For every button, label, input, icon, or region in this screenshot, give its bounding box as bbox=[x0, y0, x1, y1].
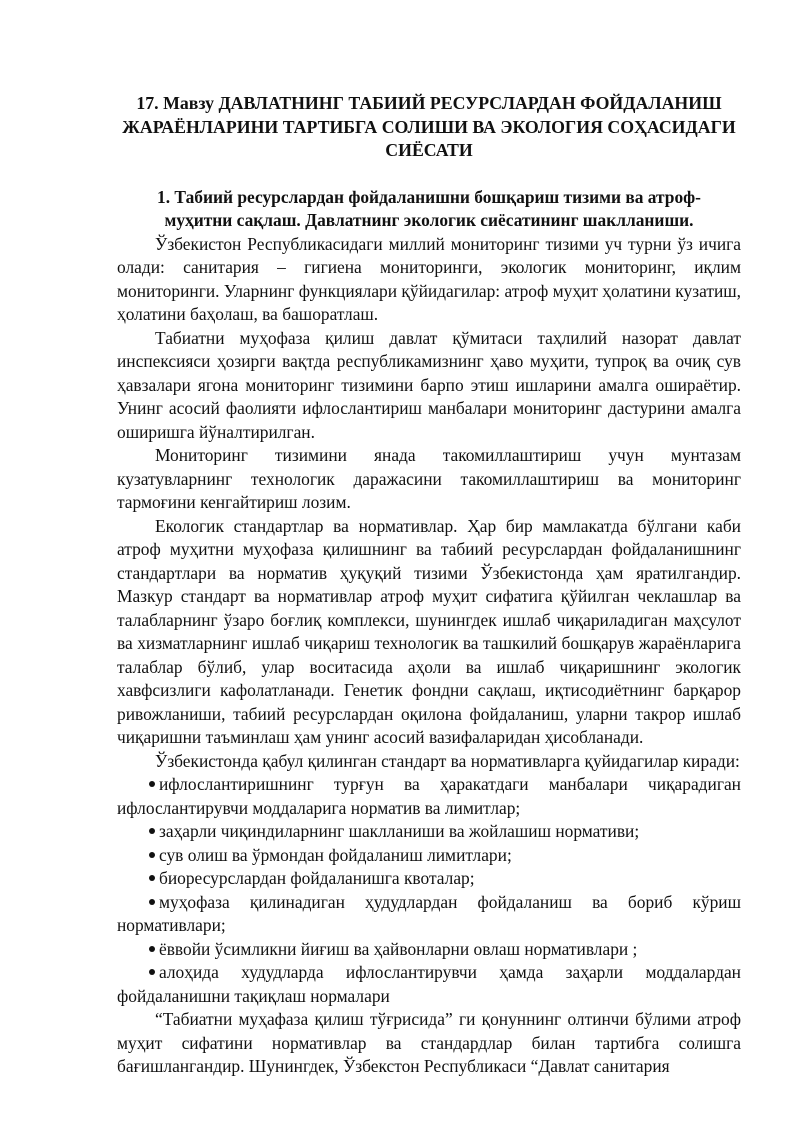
bullet-item bbox=[117, 961, 741, 1008]
bullet-icon bbox=[149, 852, 155, 858]
bullet-icon bbox=[149, 969, 155, 975]
paragraph: Ўзбекистонда қабул қилинган стандарт ва нормативларга қуйидагилар киради: bbox=[155, 750, 740, 771]
document-page bbox=[117, 92, 741, 1079]
bullet-text: ифлослантиришнинг турғун ва ҳаракатдаги манбалари чиқарадиган ифлослантирувчи моддаларига норматив ва лимитлар; bbox=[117, 774, 741, 818]
bullet-item bbox=[117, 773, 741, 820]
bullet-item bbox=[117, 938, 741, 962]
bullet-icon bbox=[149, 899, 155, 905]
document-title: 17. Мавзу ДАВЛАТНИНГ ТАБИИЙ РЕСУРСЛАРДАН ФОЙДАЛАНИШ ЖАРАЁНЛАРИНИ ТАРТИБГА СОЛИШИ ВА ЭКОЛОГИЯ СОҲАСИДАГИ СИЁСАТИ bbox=[122, 93, 736, 160]
bullet-list bbox=[117, 773, 741, 1008]
bullet-item bbox=[117, 844, 741, 868]
bullet-text: ёввойи ўсимликни йиғиш ва ҳайвонларни овлаш нормативлари ; bbox=[159, 938, 638, 959]
bullet-text: муҳофаза қилинадиган ҳудудлардан фойдаланиш ва бориб кўриш нормативлари; bbox=[117, 891, 741, 935]
bullet-item bbox=[117, 891, 741, 938]
bullet-icon bbox=[149, 781, 155, 787]
bullet-item bbox=[117, 820, 741, 844]
bullet-icon bbox=[149, 946, 155, 952]
paragraph: Ўзбекистон Республикасидаги миллий мониторинг тизими уч турни ўз ичига олади: санитария – гигиена мониторинги, экологик мониторинг, иқлим мониторинги. Уларнинг функциялари қўйидагилар: атроф муҳит ҳолатини кузатиш, ҳолатини баҳолаш, ва башоратлаш. bbox=[117, 233, 741, 324]
bullet-text: заҳарли чиқиндиларнинг шаклланиши ва жойлашиш нормативи; bbox=[159, 821, 640, 841]
bullet-icon bbox=[149, 875, 155, 881]
bullet-text: алоҳида худудларда ифлослантирувчи ҳамда заҳарли моддалардан фойдаланишни тақиқлаш нормалари bbox=[117, 962, 741, 1006]
bullet-text: сув олиш ва ўрмондан фойдаланиш лимитлари; bbox=[159, 844, 512, 865]
paragraph: Табиатни муҳофаза қилиш давлат қўмитаси таҳлилий назорат давлат инспексияси ҳозирги вақтда республикамизнинг ҳаво муҳити, тупроқ ва очиқ сув ҳавзалари ягона мониторинг тизимини барпо этиш ишларини амалга ошираётир. Унинг асосий фаолияти ифлослантириш манбалари мониторинг дастурини амалга оширишга йўналтирилган. bbox=[117, 327, 741, 442]
paragraph: Екологик стандартлар ва нормативлар. Ҳар бир мамлакатда бўлгани каби атроф муҳитни муҳофаза қилишнинг ва табиий ресурслардан фойдаланишнинг стандартлари ва норматив ҳуқуқий тизими Ўзбекистонда ҳам яратилгандир. Мазкур стандарт ва нормативлар атроф муҳит сифатига қўйилган чеклашлар ва талабларнинг ўзаро боғлиқ комплекси, шунингдек ишлаб чиқариладиган маҳсулот ва хизматларнинг ишлаб чиқариш технологик ва ташкилий бошқарув жараёнларига талаблар бўлиб, улар воситасида аҳоли ва ишлаб чиқаришнинг экологик хавфсизлиги кафолатланади. Генетик фондни сақлаш, иқтисодиётнинг барқарор ривожланиши, табиий ресурслардан оқилона фойдаланиш, уларни такрор ишлаб чиқаришни таъминлаш ҳам унинг асосий вазифаларидан ҳисобланади. bbox=[117, 515, 741, 747]
bullet-text: биоресурслардан фойдаланишга квоталар; bbox=[159, 868, 475, 888]
bullet-item bbox=[117, 867, 741, 891]
closing-paragraph: “Табиатни муҳафаза қилиш тўғрисида” ги қонуннинг олтинчи бўлими атроф муҳит сифатини нормативлар ва стандардлар билан тартибга солишга бағишлангандир. Шунингдек, Ўзбекстон Республикаси “Давлат санитария bbox=[117, 1009, 741, 1076]
section-heading: 1. Табиий ресурслардан фойдаланишни бошқариш тизими ва атроф-муҳитни сақлаш. Давлатнинг экологик сиёсатининг шаклланиши. bbox=[157, 186, 701, 230]
bullet-icon bbox=[149, 828, 155, 834]
paragraph: Мониторинг тизимини янада такомиллаштириш учун мунтазам кузатувларнинг технологик даражасини такомиллаштириш ва мониторинг тармоғини кенгайтириш лозим. bbox=[117, 445, 741, 512]
